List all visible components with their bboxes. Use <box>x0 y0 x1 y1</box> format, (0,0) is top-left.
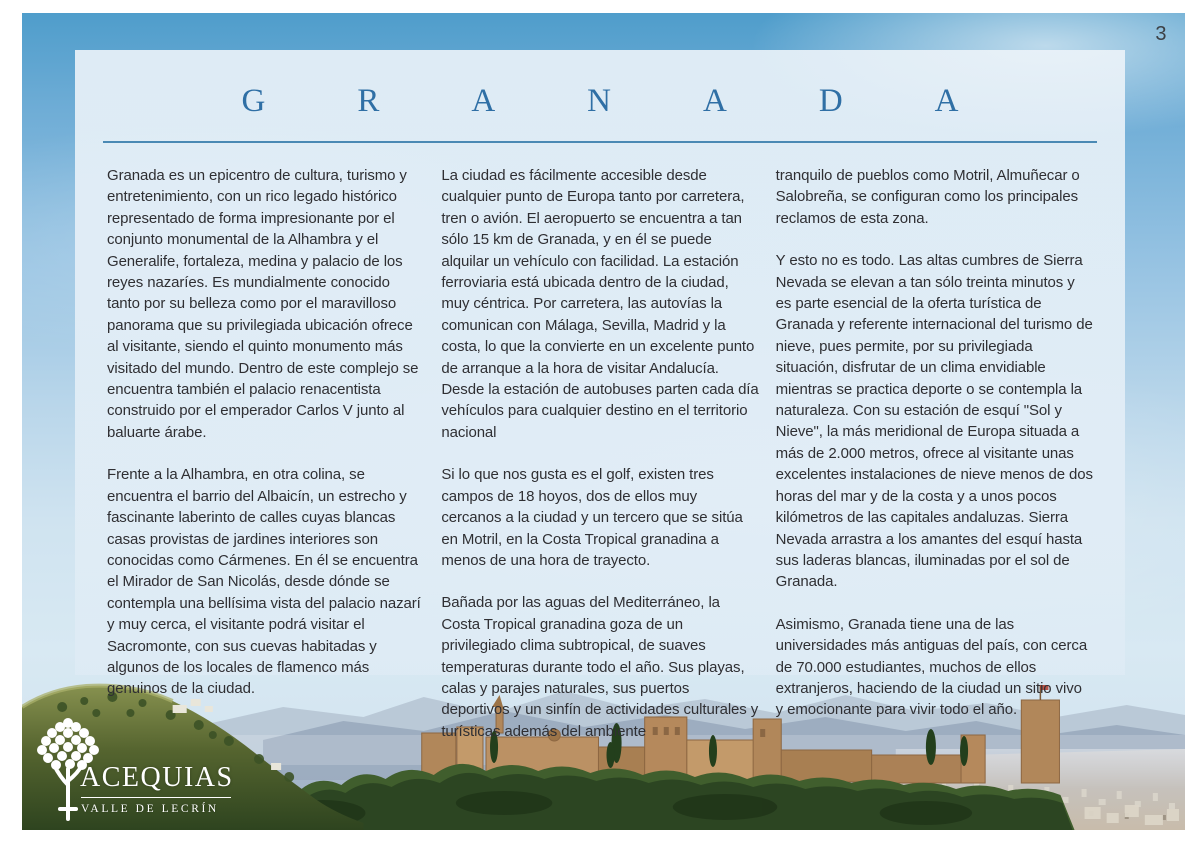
page-title: GRANADA <box>241 83 1051 119</box>
page-number: 3 <box>1155 23 1167 45</box>
logo-brand: ACEQUIAS <box>80 762 234 793</box>
content-panel <box>75 50 1125 740</box>
acequias-logo <box>34 712 244 830</box>
paragraph: Bañada por las aguas del Mediterráneo, la Costa Tropical granadina goza de un privilegiado clima subtropical, de suaves temperaturas durante todo el año. Sus playas, calas y parajes naturales, sus puertos deportivos y un sinfín de actividades culturales y turísticas además del ambiente <box>441 594 759 740</box>
logo-subtitle: VALLE DE LECRÍN <box>81 803 219 815</box>
paragraph: Granada es un epicentro de cultura, turismo y entretenimiento, con un rico legado histórico representado de forma impresionante por el conjunto monumental de la Alhambra y el Generalife, fortaleza, medina y palacio de los reyes nazaríes. Es mundialmente conocido tanto por su belleza como por el maravilloso panorama que su privilegiada ubicación ofrece al visitante, siendo el quinto monumento más visitado del mundo. Dentro de este complejo se encuentra también el palacio renacentista construido por el emperador Carlos V junto al baluarte árabe. <box>107 167 419 441</box>
article-columns <box>75 143 1125 763</box>
text-column-2 <box>441 165 758 763</box>
text-column-1 <box>107 165 424 763</box>
paragraph: Si lo que nos gusta es el golf, existen tres campos de 18 hoyos, dos de ellos muy cercanos a la ciudad y un tercero que se sitúa en Motril, en la Costa Tropical granadina a menos de una hora de trayecto. <box>441 466 743 569</box>
sky-photo-background <box>22 13 1185 830</box>
logo-divider <box>81 797 231 798</box>
paragraph: Asimismo, Granada tiene una de las universidades más antiguas del país, con cerca de 70.000 estudiantes, muchos de ellos extranjeros, haciendo de la ciudad un sitio vivo y emocionante para vivir todo el año. <box>775 615 1088 719</box>
paragraph: Frente a la Alhambra, en otra colina, se encuentra el barrio del Albaicín, un estrecho y fascinante laberinto de calles cuyas blancas casas provistas de jardines interiores son conocidas como Cármenes. En él se encuentra el Mirador de San Nicolás, desde dónde se contempla una bellísima vista del palacio nazarí y muy cerca, el visitante podrá visitar el Sacromonte, con sus cuevas habitadas y algunos de los locales de flamenco más genuinos de la ciudad. <box>107 466 421 698</box>
paragraph: Y esto no es todo. Las altas cumbres de Sierra Nevada se elevan a tan sólo treinta minutos y es parte esencial de la oferta turística de Granada y referente internacional del turismo de nieve, pues permite, por su privilegiada situación, disfrutar de un clima envidiable mientras se practica deporte o se contempla la naturaleza. Con su estación de esquí "Sol y Nieve", la más meridional de Europa situada a más de 2.000 metros, ofrece al visitante unas excelentes instalaciones de nieve menos de dos horas del mar y de la costa y a unos pocos kilómetros de las capitales andaluzas. Sierra Nevada arrastra a los amantes del esquí hasta sus laderas blancas, iluminadas por el sol de Granada. <box>775 252 1093 591</box>
paragraph: tranquilo de pueblos como Motril, Almuñecar o Salobreña, se configuran como los principales reclamos de esta zona. <box>775 167 1080 227</box>
text-column-3 <box>776 165 1093 763</box>
paragraph: La ciudad es fácilmente accesible desde cualquier punto de Europa tanto por carretera, tren o avión. El aeropuerto se encuentra a tan sólo 15 km de Granada, y en él se puede alquilar un vehículo con facilidad. La estación ferroviaria está ubicada dentro de la ciudad, muy céntrica. Por carretera, las autovías la comunican con Málaga, Sevilla, Madrid y la costa, lo que la convierte en un excelente punto de arranque a la hora de visitar Andalucía. Desde la estación de autobuses parten cada día vehículos para cualquier destino en el territorio nacional <box>441 167 759 441</box>
